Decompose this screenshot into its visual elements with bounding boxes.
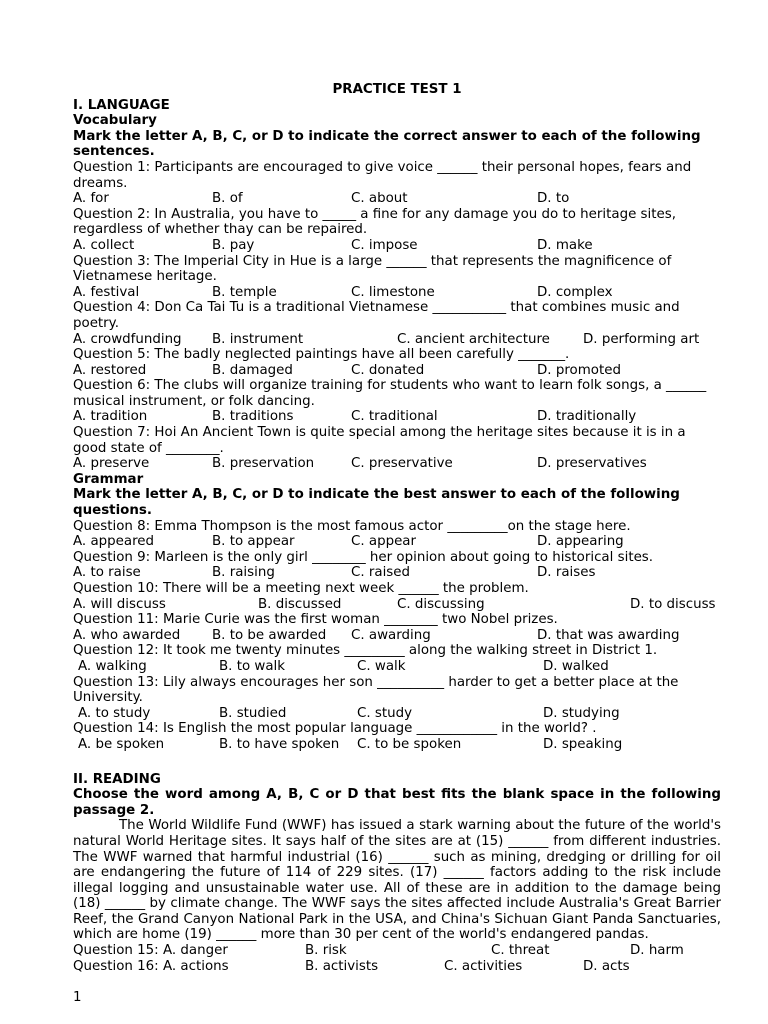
option-d: D. performing art — [583, 331, 700, 347]
question-15-prefix-and-option-a — [73, 943, 228, 959]
question-15 — [73, 943, 721, 959]
question-11: Question 11: Marie Curie was the first woman ________ two Nobel prizes. — [73, 612, 558, 628]
option-a: A. walking — [78, 658, 147, 674]
option-d: D. to discuss — [630, 596, 716, 612]
option-d: D. studying — [543, 705, 620, 721]
option-d: D. complex — [537, 284, 613, 300]
option-d: D. appearing — [537, 534, 624, 550]
option-d: D. make — [537, 237, 593, 253]
question-10-options — [73, 597, 721, 613]
question-16-prefix-and-option-a — [73, 959, 229, 975]
option-a: A. collect — [73, 237, 135, 253]
option-a: A. for — [73, 191, 109, 207]
question-2-options — [73, 238, 721, 254]
option-d: D. to — [537, 191, 570, 207]
option-d: D. harm — [630, 943, 684, 959]
option-b: B. to walk — [219, 658, 286, 674]
option-c: C. raised — [351, 565, 411, 581]
option-c: C. donated — [351, 362, 425, 378]
question-4-options — [73, 332, 721, 348]
reading-passage: The World Wildlife Fund (WWF) has issued a stark warning about the future of the world's natural World Heritage sites. It says half of the sites are at (15) ______ from different industries. The WWF warned that harmful industrial (16) ______ such as mining, dredging or drilling for oil are endangering the future of 114 of 229 sites. (17) ______ factors adding to the risk include illegal logging and unsustainable water use. All of these are in addition to the damage being (18) ______ by climate change. The WWF says the sites affected include Australia's Great Barrier Reef, the Grand Canyon National Park in the USA, and China's Sichuan Giant Panda Sanctuaries, which are home (19) ______ more than 30 per cent of the world's endangered pandas. — [73, 818, 721, 943]
question-9: Question 9: Marleen is the only girl ________ her opinion about going to historical sites. — [73, 549, 654, 565]
question-7-options — [73, 456, 721, 472]
option-d: D. raises — [537, 565, 596, 581]
option-c: C. threat — [491, 943, 550, 959]
option-c: C. study — [357, 705, 413, 721]
option-a: A. preserve — [73, 456, 150, 472]
option-a: A. will discuss — [73, 596, 166, 612]
question-5-options — [73, 363, 721, 379]
option-a: A. actions — [162, 958, 229, 974]
question-8: Question 8: Emma Thompson is the most famous actor _________on the stage here. — [73, 518, 631, 534]
option-b: B. instrument — [212, 331, 304, 347]
subheading-vocabulary: Vocabulary — [73, 113, 157, 129]
question-3-options — [73, 285, 721, 301]
page-number: 1 — [73, 990, 82, 1005]
option-c: C. ancient architecture — [397, 331, 550, 347]
option-a: A. danger — [162, 943, 228, 959]
option-c: C. impose — [351, 237, 418, 253]
option-d: D. speaking — [543, 736, 623, 752]
option-a: A. crowdfunding — [73, 331, 182, 347]
option-d: D. walked — [543, 658, 609, 674]
question-14: Question 14: Is English the most popular language ____________ in the world? . — [73, 721, 597, 737]
option-c: C. preservative — [351, 456, 453, 472]
option-a: A. to raise — [73, 565, 141, 581]
question-14-options — [73, 737, 721, 753]
option-b: B. raising — [212, 565, 275, 581]
section-heading-reading: II. READING — [73, 771, 161, 787]
option-a: A. tradition — [73, 409, 148, 425]
question-2: Question 2: In Australia, you have to _____ a fine for any damage you do to heritage sites, regardless of whether thay can be repaired. — [73, 206, 676, 238]
option-a: A. be spoken — [78, 736, 165, 752]
option-b: B. pay — [212, 237, 255, 253]
question-3: Question 3: The Imperial City in Hue is a large ______ that represents the magnificence of Vietnamese heritage. — [73, 253, 672, 285]
option-a: A. who awarded — [73, 627, 181, 643]
question-13: Question 13: Lily always encourages her son __________ harder to get a better place at the University. — [73, 674, 679, 706]
question-9-options — [73, 565, 721, 581]
option-a: A. appeared — [73, 534, 155, 550]
question-10: Question 10: There will be a meeting next week ______ the problem. — [73, 581, 529, 596]
question-5: Question 5: The badly neglected paintings have all been carefully _______. — [73, 347, 570, 363]
question-8-options — [73, 534, 721, 550]
option-b: B. temple — [212, 284, 277, 300]
option-c: C. about — [351, 191, 408, 207]
section-heading-language: I. LANGUAGE — [73, 97, 170, 113]
question-11-options — [73, 628, 721, 644]
grammar-instruction: Mark the letter A, B, C, or D to indicate the best answer to each of the following questions. — [73, 487, 680, 519]
option-d: D. that was awarding — [537, 627, 680, 643]
option-d: D. traditionally — [537, 409, 637, 425]
question-16-label: Question 16: — [73, 958, 163, 974]
option-d: D. preservatives — [537, 456, 647, 472]
option-c: C. discussing — [397, 596, 485, 612]
reading-instruction: Choose the word among A, B, C or D that best fits the blank space in the following passage 2. — [73, 787, 721, 818]
option-b: B. to appear — [212, 534, 295, 550]
option-d: D. acts — [583, 958, 630, 974]
option-b: B. preservation — [212, 456, 315, 472]
option-a: A. restored — [73, 362, 147, 378]
question-4: Question 4: Don Ca Tai Tu is a traditional Vietnamese ___________ that combines music and poetry. — [73, 300, 680, 331]
option-c: C. awarding — [351, 627, 431, 643]
question-12-options — [73, 659, 721, 675]
option-c: C. appear — [351, 534, 417, 550]
question-6: Question 6: The clubs will organize training for students who want to learn folk songs, a ______ musical instrument, or folk dancing. — [73, 378, 707, 409]
question-12: Question 12: It took me twenty minutes _________ along the walking street in District 1. — [73, 643, 658, 659]
option-b: B. activists — [305, 958, 379, 974]
subheading-grammar: Grammar — [73, 471, 144, 487]
option-a: A. to study — [78, 705, 151, 721]
page-title: PRACTICE TEST 1 — [332, 82, 462, 97]
option-b: B. traditions — [212, 409, 294, 425]
question-1-options — [73, 191, 721, 207]
question-1: Question 1: Participants are encouraged to give voice ______ their personal hopes, fears and dreams. — [73, 159, 692, 191]
option-b: B. damaged — [212, 362, 293, 378]
question-16 — [73, 959, 721, 975]
option-b: B. studied — [219, 705, 287, 721]
document-page — [73, 82, 721, 974]
option-d: D. promoted — [537, 362, 621, 378]
option-b: B. discussed — [258, 596, 342, 612]
question-7: Question 7: Hoi An Ancient Town is quite special among the heritage sites because it is in a good state of ________. — [73, 425, 686, 456]
option-a: A. festival — [73, 284, 140, 300]
option-c: C. walk — [357, 658, 406, 674]
option-b: B. to have spoken — [219, 736, 340, 752]
option-b: B. risk — [305, 943, 347, 959]
option-c: C. activities — [444, 958, 523, 974]
option-c: C. to be spoken — [357, 736, 462, 752]
question-13-options — [73, 706, 721, 722]
option-b: B. of — [212, 191, 243, 207]
question-6-options — [73, 409, 721, 425]
option-c: C. traditional — [351, 409, 438, 425]
option-b: B. to be awarded — [212, 627, 327, 643]
option-c: C. limestone — [351, 284, 435, 300]
vocab-instruction: Mark the letter A, B, C, or D to indicate the correct answer to each of the following sentences. — [73, 128, 701, 160]
question-15-label: Question 15: — [73, 943, 163, 959]
